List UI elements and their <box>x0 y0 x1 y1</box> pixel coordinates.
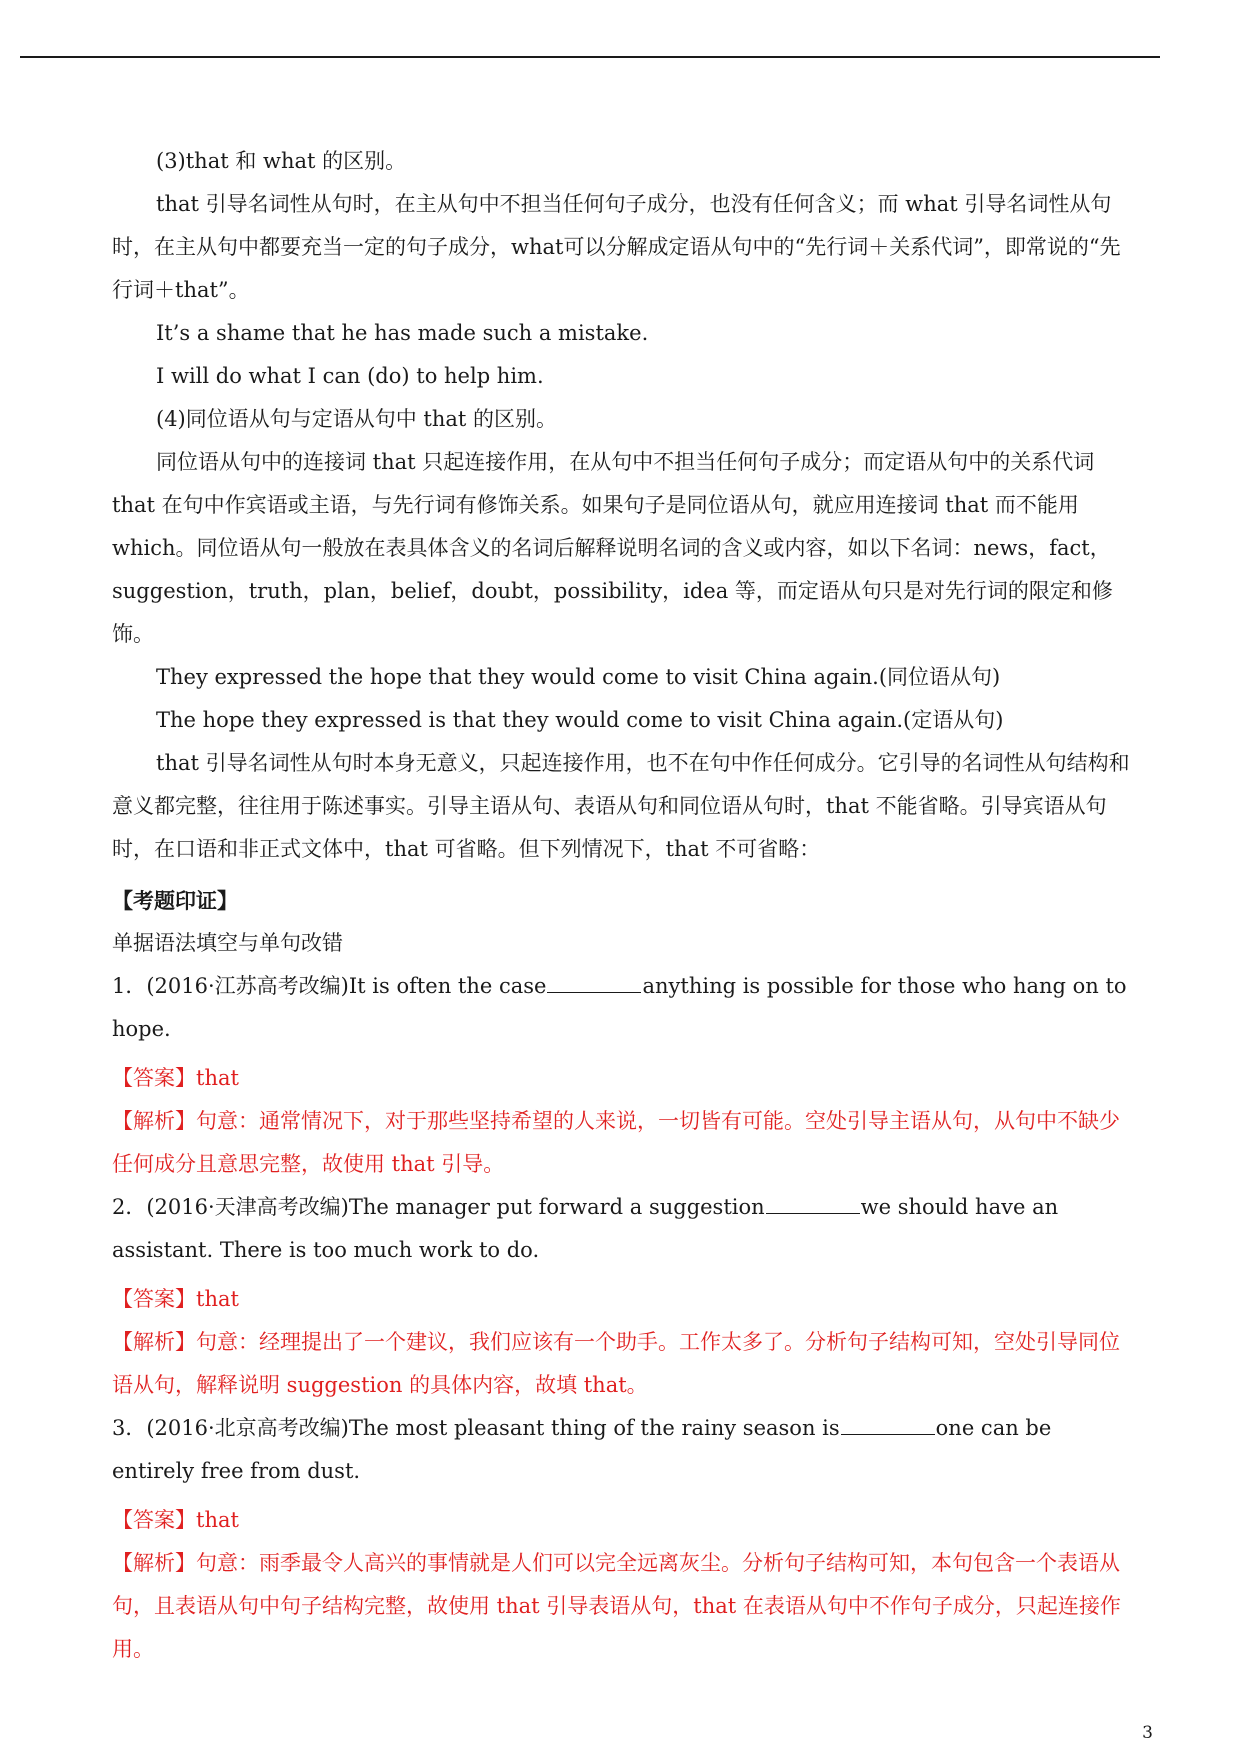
page-number: 3 <box>1142 1723 1153 1743</box>
section4-paragraph: 同位语从句中的连接词 that 只起连接作用，在从句中不担当任何句子成分；而定语从句中的关系代词 that 在句中作宾语或主语，与先行词有修饰关系。如果句子是同位语从句，就应用连接词 that 而不能用 which。同位语从句一般放在表具体含义的名词后解释说明名词的含义或内容，如以下名词：news，fact，suggestion，truth，plan，belief，doubt，possibility，idea 等，而定语从句只是对先行词的限定和修饰。 <box>112 450 1113 646</box>
exam-subheading: 单据语法填空与单句改错 <box>112 931 343 955</box>
question-analysis: 【解析】句意：经理提出了一个建议，我们应该有一个助手。工作太多了。分析句子结构可知，空处引导同位语从句，解释说明 suggestion 的具体内容，故填 that。 <box>112 1330 1120 1397</box>
document-body <box>112 140 1140 1671</box>
section3-title: (3)that 和 what 的区别。 <box>156 149 407 173</box>
answer-blank <box>547 991 641 993</box>
question-3 <box>112 1407 1140 1671</box>
section3-paragraph: that 引导名词性从句时，在主从句中不担当任何句子成分，也没有任何含义；而 what 引导名词性从句时，在主从句中都要充当一定的句子成分，what可以分解成定语从句中的“先行词＋关系代词”，即常说的“先行词＋that”。 <box>112 192 1121 302</box>
question-analysis: 【解析】句意：雨季最令人高兴的事情就是人们可以完全远离灰尘。分析句子结构可知，本句包含一个表语从句，且表语从句中句子结构完整，故使用 that 引导表语从句，that 在表语从句中不作句子成分，只起连接作用。 <box>112 1551 1121 1661</box>
section4-title: (4)同位语从句与定语从句中 that 的区别。 <box>156 407 558 431</box>
question-stem: 1．(2016·江苏高考改编)It is often the case anything is possible for those who hang on to hope. <box>112 974 1127 1041</box>
question-2 <box>112 1186 1140 1407</box>
section4-example-2: The hope they expressed is that they would come to visit China again.(定语从句) <box>156 708 1004 732</box>
question-stem: 2．(2016·天津高考改编)The manager put forward a suggestion we should have an assistant. There is too much work to do. <box>112 1195 1059 1262</box>
question-answer: 【答案】that <box>112 1508 239 1532</box>
question-answer: 【答案】that <box>112 1287 239 1311</box>
question-1 <box>112 965 1140 1186</box>
section3-example-2: I will do what I can (do) to help him. <box>156 364 544 388</box>
answer-blank <box>841 1433 935 1435</box>
exam-heading: 【考题印证】 <box>112 888 238 913</box>
section4-paragraph-2: that 引导名词性从句时本身无意义，只起连接作用，也不在句中作任何成分。它引导的名词性从句结构和意义都完整，往往用于陈述事实。引导主语从句、表语从句和同位语从句时，that 不能省略。引导宾语从句时，在口语和非正式文体中，that 可省略。但下列情况下，that 不可省略： <box>112 751 1130 861</box>
section4-example-1: They expressed the hope that they would come to visit China again.(同位语从句) <box>156 665 1001 689</box>
answer-blank <box>766 1212 860 1214</box>
header-rule <box>20 56 1160 58</box>
question-answer: 【答案】that <box>112 1066 239 1090</box>
question-stem: 3．(2016·北京高考改编)The most pleasant thing of the rainy season is one can be entirely free from dust. <box>112 1416 1052 1483</box>
section3-example-1: It’s a shame that he has made such a mistake. <box>156 321 649 345</box>
question-analysis: 【解析】句意：通常情况下，对于那些坚持希望的人来说，一切皆有可能。空处引导主语从句，从句中不缺少任何成分且意思完整，故使用 that 引导。 <box>112 1109 1120 1176</box>
